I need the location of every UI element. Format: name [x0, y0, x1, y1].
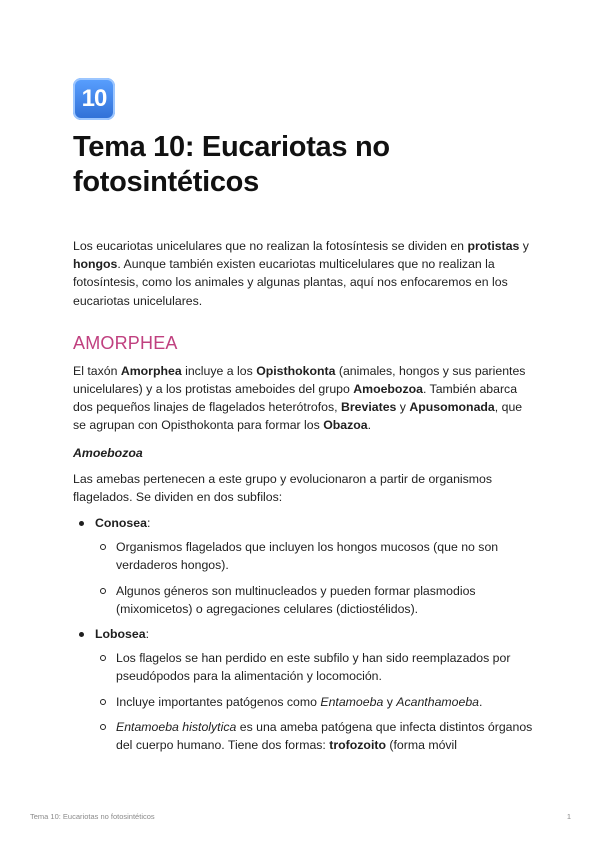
subheading-amoebozoa: Amoebozoa — [73, 445, 143, 460]
list-item: Los flagelos se han perdido en este subfilo y han sido reemplazados por pseudópodos para la alimentación y locomoción. — [95, 649, 533, 685]
amebas-paragraph: Las amebas pertenecen a este grupo y evolucionaron a partir de organismos flagelados. Se dividen en dos subfilos: — [73, 471, 493, 504]
keycap-ten-icon: 10 — [73, 78, 115, 120]
page-number: 1 — [566, 812, 571, 821]
conosea-sublist — [95, 538, 533, 618]
footer-title: Tema 10: Eucariotas no fotosintéticos — [30, 812, 155, 821]
document-page — [73, 78, 533, 761]
page-title: Tema 10: Eucariotas no fotosintéticos — [73, 131, 390, 198]
list-item-conosea: Conosea: Organismos flagelados que incluyen los hongos mucosos (que no son verdaderos hongos). Algunos géneros son multinucleados y pueden formar plasmodios (mixomicetos) o agregaciones celulares (dictiostélidos). — [73, 514, 533, 618]
lobosea-sublist — [95, 649, 533, 754]
subphyla-list — [73, 514, 533, 754]
list-item: Incluye importantes patógenos como Entamoeba y Acanthamoeba. — [95, 693, 533, 711]
list-item: Algunos géneros son multinucleados y pueden formar plasmodios (mixomicetos) o agregaciones celulares (dictiostélidos). — [95, 582, 533, 618]
list-item: Entamoeba histolytica es una ameba patógena que infecta distintos órganos del cuerpo humano. Tiene dos formas: trofozoito (forma móvil — [95, 718, 533, 754]
section-heading-amorphea: AMORPHEA — [73, 332, 178, 353]
list-item: Organismos flagelados que incluyen los hongos mucosos (que no son verdaderos hongos). — [95, 538, 533, 574]
amorphea-paragraph: El taxón Amorphea incluye a los Opisthokonta (animales, hongos y sus parientes unicelulares) y a los protistas ameboides del grupo Amoebozoa. También abarca dos pequeños linajes de flagelados heterótrofos, Breviates y Apusomonada, que se agrupan con Opisthokonta para formar los Obazoa. — [73, 363, 526, 433]
intro-paragraph: Los eucariotas unicelulares que no realizan la fotosíntesis se dividen en protistas y hongos. Aunque también existen eucariotas multicelulares que no realizan la fotosíntesis, como los animales y algunas plantas, aquí nos enfocaremos en los eucariotas unicelulares. — [73, 239, 529, 308]
list-item-lobosea: Lobosea: Los flagelos se han perdido en este subfilo y han sido reemplazados por pseudópodos para la alimentación y locomoción. Incluye importantes patógenos como Entamoeba y Acanthamoeba. Entamoeba histolytica es una ameba patógena que infecta distintos órganos del cuerpo humano. Tiene dos formas: trofozoito (forma móvil — [73, 625, 533, 754]
